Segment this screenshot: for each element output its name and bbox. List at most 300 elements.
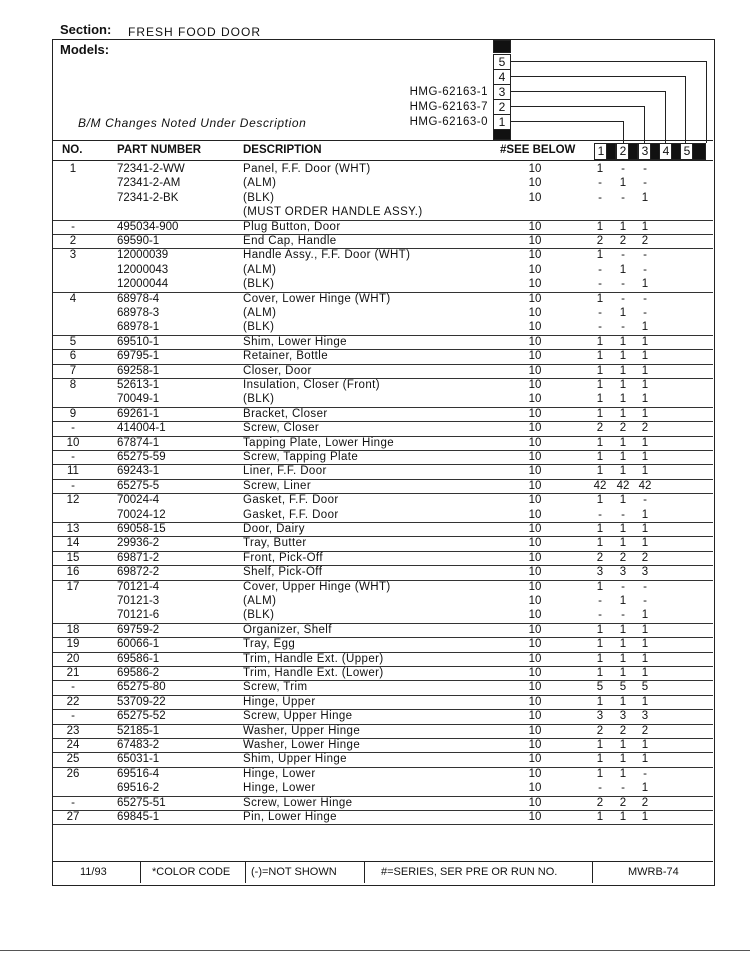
row-see-below: 10 [528, 451, 542, 463]
col-header-description: DESCRIPTION [243, 144, 322, 156]
bm-changes-note: B/M Changes Noted Under Description [78, 116, 307, 130]
row-qty-model-1: - [598, 508, 602, 521]
table-row [53, 522, 713, 537]
row-see-below: 10 [528, 163, 542, 175]
row-see-below: 10 [528, 580, 542, 593]
row-qty-model-2: 1 [619, 652, 627, 665]
row-see-below: 10 [528, 436, 542, 449]
row-no: 25 [66, 753, 80, 766]
row-qty-model-3: 1 [641, 667, 649, 679]
row-part-number: 68978-4 [117, 292, 160, 305]
row-description: Shim, Lower Hinge [243, 335, 347, 348]
row-part-number: 69258-1 [117, 364, 160, 377]
row-see-below: 10 [528, 796, 542, 809]
col-header-see-below: #SEE BELOW [500, 144, 576, 156]
row-qty-model-1: 1 [596, 767, 604, 780]
table-row [53, 464, 713, 479]
row-qty-model-2: 1 [619, 523, 627, 535]
row-no: 6 [69, 350, 77, 363]
row-no: 8 [69, 379, 77, 391]
row-see-below: 10 [528, 695, 542, 708]
row-qty-model-2: 1 [619, 638, 627, 651]
row-qty-model-1: 1 [596, 335, 604, 348]
row-description: Gasket, F.F. Door [243, 508, 339, 521]
row-qty-model-2: 1 [619, 811, 627, 823]
row-see-below: 10 [528, 220, 542, 233]
footer-color-code: *COLOR CODE [152, 866, 231, 878]
row-qty-model-2: - [621, 580, 625, 593]
table-row [53, 407, 713, 422]
row-qty-model-1: 1 [596, 163, 604, 175]
row-see-below: 10 [528, 537, 542, 550]
row-qty-model-1: 1 [596, 451, 604, 463]
row-qty-model-2: 1 [619, 537, 627, 550]
row-see-below: 10 [528, 321, 542, 334]
row-description: Gasket, F.F. Door [243, 494, 339, 507]
row-qty-model-3: - [643, 595, 647, 607]
row-no: 14 [66, 537, 80, 550]
row-description: Closer, Door [243, 364, 312, 377]
row-qty-model-1: 2 [596, 235, 604, 247]
row-qty-model-3: 1 [641, 364, 649, 377]
header-bottom-rule [53, 160, 713, 161]
table-row [53, 724, 713, 739]
leader-line-5 [511, 61, 706, 62]
table-row [53, 695, 713, 710]
row-qty-model-3: 1 [641, 508, 649, 521]
row-description: Cover, Lower Hinge (WHT) [243, 292, 391, 305]
table-row [53, 421, 713, 436]
page-bottom-edge [0, 950, 750, 951]
row-qty-model-1: 2 [596, 422, 604, 435]
row-qty-model-1: 3 [596, 566, 604, 579]
table-row [53, 767, 713, 781]
row-qty-model-3: 1 [641, 436, 649, 449]
row-qty-model-2: 1 [619, 393, 627, 406]
row-qty-model-2: - [621, 278, 625, 291]
row-qty-model-2: 2 [619, 724, 627, 737]
row-qty-model-1: 1 [596, 379, 604, 391]
row-part-number: 69795-1 [117, 350, 160, 363]
row-see-below: 10 [528, 177, 542, 190]
row-qty-model-3: 1 [641, 335, 649, 348]
row-qty-model-1: 1 [596, 220, 604, 233]
row-see-below: 10 [528, 307, 542, 319]
row-no: 15 [66, 551, 80, 564]
row-qty-model-1: - [598, 191, 602, 204]
row-see-below: 10 [528, 379, 542, 391]
row-qty-model-1: 1 [596, 494, 604, 507]
row-see-below: 10 [528, 494, 542, 507]
row-part-number: 53709-22 [117, 695, 166, 708]
model-box-bottom-mark [493, 129, 511, 140]
row-qty-model-2: 1 [619, 623, 627, 636]
row-qty-model-3: 1 [641, 523, 649, 535]
row-qty-model-3: 1 [641, 652, 649, 665]
row-description: Bracket, Closer [243, 407, 328, 420]
row-qty-model-3: 1 [641, 191, 649, 204]
row-part-number: 69510-1 [117, 335, 160, 348]
row-no: 27 [66, 811, 80, 823]
row-qty-model-3: - [643, 494, 647, 507]
table-row [53, 364, 713, 379]
row-qty-model-3: - [643, 163, 647, 175]
row-no: 2 [69, 235, 77, 247]
row-description: Panel, F.F. Door (WHT) [243, 163, 371, 175]
row-part-number: 65275-80 [117, 681, 166, 694]
row-qty-model-3: 3 [641, 710, 649, 723]
row-no: 16 [66, 566, 80, 579]
table-row [53, 162, 713, 176]
row-description: Shelf, Pick-Off [243, 566, 323, 579]
row-qty-model-1: 2 [596, 724, 604, 737]
row-part-number: 68978-3 [117, 307, 160, 319]
row-qty-model-3: - [643, 263, 647, 276]
col-box-3: 3 [638, 143, 652, 160]
row-qty-model-2: 1 [619, 667, 627, 679]
table-row [53, 436, 713, 451]
row-see-below: 10 [528, 263, 542, 276]
row-description: Hinge, Lower [243, 767, 316, 780]
row-description: (BLK) [243, 609, 275, 622]
row-qty-model-1: 1 [596, 350, 604, 363]
model-hmg-62163-1: HMG-62163-1 [409, 86, 488, 98]
row-part-number: 69872-2 [117, 566, 160, 579]
row-no: 22 [66, 695, 80, 708]
col-box-2: 2 [616, 143, 630, 160]
row-qty-model-1: 1 [596, 523, 604, 535]
row-part-number: 60066-1 [117, 638, 160, 651]
table-row [53, 349, 713, 364]
row-part-number: 495034-900 [117, 220, 179, 233]
row-qty-model-2: - [621, 163, 625, 175]
row-qty-model-3: 1 [641, 278, 649, 291]
row-description: Handle Assy., F.F. Door (WHT) [243, 249, 411, 262]
row-qty-model-2: 1 [619, 595, 627, 607]
row-part-number: 70024-12 [117, 508, 166, 521]
table-row [53, 781, 713, 796]
row-part-number: 69261-1 [117, 407, 160, 420]
row-part-number: 67483-2 [117, 739, 160, 751]
row-qty-model-1: - [598, 595, 602, 607]
row-qty-model-2: 1 [619, 307, 627, 319]
footer-doc-number: MWRB-74 [628, 866, 679, 878]
row-qty-model-2: 1 [619, 407, 627, 420]
table-row [53, 580, 713, 594]
table-row [53, 608, 713, 623]
table-row [53, 623, 713, 638]
table-row [53, 637, 713, 652]
row-qty-model-1: - [598, 782, 602, 795]
row-qty-model-1: 2 [596, 796, 604, 809]
row-qty-model-3: 2 [641, 796, 649, 809]
leader-line-2 [511, 106, 644, 107]
table-row [53, 335, 713, 350]
row-qty-model-3: - [643, 177, 647, 190]
row-description: Hinge, Lower [243, 782, 316, 795]
row-description: (ALM) [243, 307, 277, 319]
row-qty-model-1: 1 [596, 407, 604, 420]
row-qty-model-3: 1 [641, 321, 649, 334]
row-qty-model-2: 1 [619, 177, 627, 190]
row-see-below: 10 [528, 595, 542, 607]
row-qty-model-2: 5 [619, 681, 627, 694]
row-part-number: 12000039 [117, 249, 169, 262]
row-no: 12 [66, 494, 80, 507]
row-qty-model-3: - [643, 307, 647, 319]
row-no: 4 [69, 292, 77, 305]
footer-top-rule [53, 861, 713, 862]
row-part-number: 65275-51 [117, 796, 166, 809]
table-row [53, 292, 713, 306]
row-see-below: 10 [528, 235, 542, 247]
row-qty-model-2: 1 [619, 465, 627, 478]
row-see-below: 10 [528, 811, 542, 823]
row-part-number: 69845-1 [117, 811, 160, 823]
table-row [53, 493, 713, 507]
row-see-below: 10 [528, 249, 542, 262]
row-qty-model-3: 2 [641, 235, 649, 247]
row-qty-model-1: - [598, 177, 602, 190]
row-qty-model-1: 1 [596, 623, 604, 636]
row-see-below: 10 [528, 191, 542, 204]
row-qty-model-2: - [621, 292, 625, 305]
table-row [53, 810, 713, 825]
row-qty-model-1: 1 [596, 580, 604, 593]
row-description: Hinge, Upper [243, 695, 316, 708]
models-label: Models: [60, 42, 110, 57]
row-description: Organizer, Shelf [243, 623, 332, 636]
table-row [53, 508, 713, 523]
row-qty-model-3: 1 [641, 220, 649, 233]
leader-line-4-drop [685, 76, 686, 143]
row-description: Door, Dairy [243, 523, 305, 535]
row-part-number: 67874-1 [117, 436, 160, 449]
row-part-number: 70121-6 [117, 609, 160, 622]
row-part-number: 69516-2 [117, 782, 160, 795]
row-qty-model-2: - [621, 508, 625, 521]
row-part-number: 69590-1 [117, 235, 160, 247]
footer-divider-1 [140, 861, 141, 883]
row-see-below: 10 [528, 393, 542, 406]
row-no: 5 [69, 335, 77, 348]
row-qty-model-1: 1 [596, 393, 604, 406]
row-qty-model-1: 1 [596, 292, 604, 305]
row-qty-model-3: - [643, 580, 647, 593]
row-no: 7 [69, 364, 77, 377]
row-part-number: 65275-52 [117, 710, 166, 723]
row-description: Washer, Upper Hinge [243, 724, 361, 737]
table-row [53, 234, 713, 249]
table-row [53, 176, 713, 190]
row-part-number: 69243-1 [117, 465, 160, 478]
row-part-number: 69058-15 [117, 523, 166, 535]
row-part-number: 68978-1 [117, 321, 160, 334]
table-row [53, 738, 713, 753]
row-part-number: 69586-2 [117, 667, 160, 679]
row-part-number: 72341-2-AM [117, 177, 181, 190]
row-see-below: 10 [528, 753, 542, 766]
row-description: (ALM) [243, 595, 277, 607]
row-part-number: 52613-1 [117, 379, 160, 391]
row-part-number: 70121-3 [117, 595, 160, 607]
row-qty-model-2: 1 [619, 494, 627, 507]
row-see-below: 10 [528, 667, 542, 679]
row-qty-model-1: - [598, 609, 602, 622]
row-qty-model-3: 1 [641, 623, 649, 636]
row-no: 19 [66, 638, 80, 651]
row-part-number: 52185-1 [117, 724, 160, 737]
section-value: FRESH FOOD DOOR [128, 25, 262, 39]
row-see-below: 10 [528, 566, 542, 579]
table-row [53, 450, 713, 465]
col-box-sep-5 [692, 143, 706, 160]
row-qty-model-1: 1 [596, 465, 604, 478]
table-row [53, 306, 713, 320]
row-see-below: 10 [528, 739, 542, 751]
col-box-sep-2 [628, 143, 638, 160]
model-box-5: 5 [493, 54, 511, 70]
row-qty-model-1: 1 [596, 436, 604, 449]
row-description: Tapping Plate, Lower Hinge [243, 436, 395, 449]
section-label: Section: [60, 22, 112, 37]
row-see-below: 10 [528, 523, 542, 535]
table-row [53, 752, 713, 767]
leader-line-3 [511, 91, 665, 92]
table-row [53, 378, 713, 392]
row-description: Front, Pick-Off [243, 551, 323, 564]
row-no: 23 [66, 724, 80, 737]
row-qty-model-3: 1 [641, 782, 649, 795]
col-header-no: NO. [62, 144, 83, 156]
row-qty-model-1: 1 [596, 537, 604, 550]
row-qty-model-3: 1 [641, 379, 649, 391]
row-description: (BLK) [243, 191, 275, 204]
row-see-below: 10 [528, 609, 542, 622]
table-row [53, 680, 713, 695]
row-qty-model-2: 1 [619, 767, 627, 780]
row-part-number: 69871-2 [117, 551, 160, 564]
row-qty-model-1: 2 [596, 551, 604, 564]
table-row [53, 652, 713, 667]
row-part-number: 29936-2 [117, 537, 160, 550]
row-qty-model-3: 3 [641, 566, 649, 579]
row-qty-model-2: - [621, 249, 625, 262]
table-row [53, 220, 713, 235]
row-qty-model-3: 1 [641, 811, 649, 823]
row-see-below: 10 [528, 638, 542, 651]
row-part-number: 72341-2-WW [117, 163, 185, 175]
row-part-number: 70121-4 [117, 580, 160, 593]
row-qty-model-1: 1 [596, 695, 604, 708]
row-qty-model-2: 1 [619, 335, 627, 348]
row-qty-model-2: 3 [619, 566, 627, 579]
row-qty-model-3: 1 [641, 407, 649, 420]
table-row [53, 666, 713, 681]
row-no: - [71, 710, 75, 723]
model-box-2: 2 [493, 99, 511, 115]
row-see-below: 10 [528, 767, 542, 780]
model-box-top-mark [493, 40, 511, 53]
model-box-1: 1 [493, 114, 511, 130]
row-qty-model-3: - [643, 292, 647, 305]
row-see-below: 10 [528, 422, 542, 435]
leader-line-1 [511, 121, 623, 122]
table-row [53, 551, 713, 566]
row-qty-model-3: 1 [641, 695, 649, 708]
row-see-below: 10 [528, 364, 542, 377]
row-description: Retainer, Bottle [243, 350, 329, 363]
row-no: - [71, 422, 75, 435]
row-qty-model-2: 1 [619, 263, 627, 276]
row-see-below: 10 [528, 710, 542, 723]
row-qty-model-2: - [621, 321, 625, 334]
row-qty-model-1: 42 [593, 479, 607, 492]
footer-divider-3 [364, 861, 365, 883]
row-description: Plug Button, Door [243, 220, 341, 233]
row-part-number: 65275-59 [117, 451, 166, 463]
row-qty-model-2: 2 [619, 422, 627, 435]
leader-line-3-drop [665, 91, 666, 143]
leader-line-2-drop [644, 106, 645, 143]
table-row [53, 277, 713, 292]
footer-date: 11/93 [80, 866, 107, 878]
table-row [53, 263, 713, 277]
row-description: Screw, Tapping Plate [243, 451, 359, 463]
table-row [53, 479, 713, 494]
leader-line-5-drop [706, 61, 707, 143]
row-part-number: 65031-1 [117, 753, 160, 766]
row-qty-model-1: 1 [596, 667, 604, 679]
row-qty-model-3: 2 [641, 551, 649, 564]
row-qty-model-1: 1 [596, 638, 604, 651]
row-see-below: 10 [528, 407, 542, 420]
row-qty-model-1: 1 [596, 811, 604, 823]
row-qty-model-1: 1 [596, 249, 604, 262]
row-qty-model-2: 3 [619, 710, 627, 723]
model-box-4: 4 [493, 69, 511, 85]
table-row [53, 191, 713, 205]
row-no: 1 [69, 163, 77, 175]
row-part-number: 72341-2-BK [117, 191, 179, 204]
table-row [53, 796, 713, 811]
footer-divider-2 [245, 861, 246, 883]
row-see-below: 10 [528, 724, 542, 737]
row-qty-model-3: 1 [641, 753, 649, 766]
row-qty-model-3: 42 [638, 479, 652, 492]
row-description: (MUST ORDER HANDLE ASSY.) [243, 206, 423, 219]
row-qty-model-2: 1 [619, 739, 627, 751]
row-qty-model-3: 5 [641, 681, 649, 694]
table-row [53, 205, 713, 220]
row-description: Screw, Trim [243, 681, 308, 694]
row-qty-model-2: 2 [619, 796, 627, 809]
model-hmg-62163-7: HMG-62163-7 [409, 101, 488, 113]
row-qty-model-1: - [598, 307, 602, 319]
table-row [53, 320, 713, 335]
row-part-number: 414004-1 [117, 422, 166, 435]
row-part-number: 69759-2 [117, 623, 160, 636]
row-description: Cover, Upper Hinge (WHT) [243, 580, 391, 593]
row-see-below: 10 [528, 508, 542, 521]
row-qty-model-2: 1 [619, 379, 627, 391]
row-no: 3 [69, 249, 77, 262]
row-no: - [71, 220, 75, 233]
row-see-below: 10 [528, 350, 542, 363]
col-header-part-number: PART NUMBER [117, 144, 202, 156]
row-no: 17 [66, 580, 80, 593]
table-row [53, 248, 713, 262]
